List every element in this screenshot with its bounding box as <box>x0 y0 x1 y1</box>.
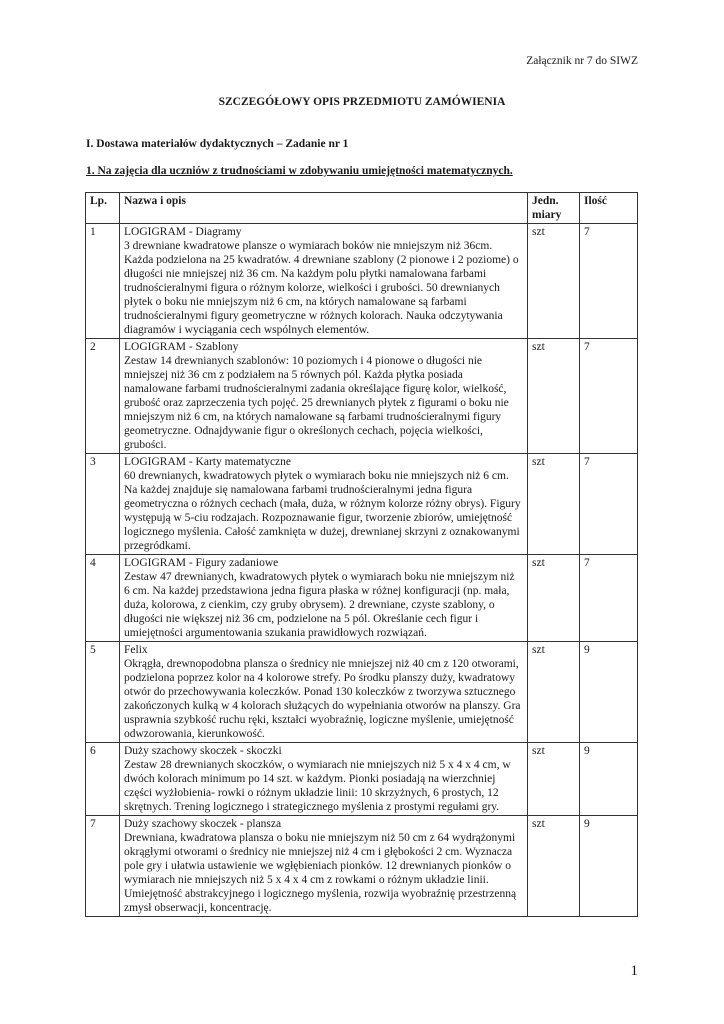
item-name: LOGIGRAM - Szablony <box>124 341 239 353</box>
header-unit: Jedn. miary <box>528 193 580 224</box>
cell-unit: szt <box>528 454 580 555</box>
items-table <box>85 192 638 917</box>
item-name: LOGIGRAM - Figury zadaniowe <box>124 557 279 569</box>
item-description: Zestaw 28 drewnianych skoczków, o wymiarach nie mniejszych niż 5 x 4 x 4 cm, w dwóch kolorach minimum po 14 szt. w każdym. Pionki posiadają na wierzchniej części wyżłobienia- rowki o różnym układzie linii: 10 skrzyżnych, 6 prostych, 12 skrętnych. Trening logicznego i strategicznego myślenia z prostymi regułami gry. <box>124 759 511 813</box>
cell-qty: 7 <box>580 555 638 642</box>
cell-name-desc <box>120 454 528 555</box>
table-row <box>86 642 638 743</box>
table-row <box>86 743 638 816</box>
cell-lp: 3 <box>86 454 120 555</box>
header-lp: Lp. <box>86 193 120 224</box>
page-number: 1 <box>630 963 638 979</box>
item-description: 60 drewnianych, kwadratowych płytek o wymiarach boku nie mniejszych niż 6 cm. Na każdej znajduje się namalowana farbami trudnościeralnymi jedna figura geometryczna o różnych cechach (mała, duża, w różnym kolorze różny obrys). Figury występują w 5-ciu rodzajach. Rozpoznawanie figur, tworzenie zbiorów, umiejętność logicznego myślenia. Całość zamknięta w dużej, drewnianej skrzyni z oznakowanymi przegródkami. <box>124 470 521 552</box>
cell-name-desc <box>120 743 528 816</box>
cell-qty: 9 <box>580 743 638 816</box>
cell-qty: 7 <box>580 339 638 454</box>
page-title: SZCZEGÓŁOWY OPIS PRZEDMIOTU ZAMÓWIENIA <box>218 96 506 108</box>
item-description: 3 drewniane kwadratowe plansze o wymiarach boków nie mniejszym niż 36cm. Każda podzielona na 25 kwadratów. 4 drewniane szablony (2 pionowe i 2 poziome) o długości nie mniejszej niż 36 cm. Na każdym polu płytki namalowana farbami trudnościeralnymi figura o różnym kolorze, wielkości i grubości. 50 drewnianych płytek o boku nie mniejszym niż 6 cm, na których namalowane są farbami trudnościeralnymi figury geometryczne w różnych kolorach. Nauka odczytywania diagramów i wyciągania cech wspólnych elementów. <box>124 240 519 336</box>
section-heading: I. Dostawa materiałów dydaktycznych – Zadanie nr 1 <box>86 138 349 150</box>
cell-lp: 5 <box>86 642 120 743</box>
cell-name-desc <box>120 816 528 917</box>
cell-unit: szt <box>528 743 580 816</box>
header-name: Nazwa i opis <box>120 193 528 224</box>
item-name: Duży szachowy skoczek - skoczki <box>124 745 282 757</box>
cell-name-desc <box>120 339 528 454</box>
header-qty: Ilość <box>580 193 638 224</box>
item-name: Felix <box>124 644 148 656</box>
cell-qty: 9 <box>580 642 638 743</box>
cell-lp: 7 <box>86 816 120 917</box>
item-description: Okrągła, drewnopodobna plansza o średnicy nie mniejszej niż 40 cm z 120 otworami, podzielona poprzez kolor na 4 kolorowe strefy. Po środku planszy duży, kwadratowy otwór do przechowywania koleczków. Ponad 130 koleczków z tworzywa sztucznego zakończonych kulką w 4 kolorach służących do wypełniania otworów na planszy. Gra usprawnia szybkość ruchu ręki, kształci wyobraźnię, logiczne myślenie, umiejętność odwzorowania, kierunkowość. <box>124 658 521 740</box>
cell-lp: 2 <box>86 339 120 454</box>
table-row <box>86 555 638 642</box>
table-row <box>86 816 638 917</box>
subsection-heading: 1. Na zajęcia dla uczniów z trudnościami w zdobywaniu umiejętności matematycznych. <box>86 165 513 177</box>
cell-lp: 6 <box>86 743 120 816</box>
cell-unit: szt <box>528 642 580 743</box>
item-name: LOGIGRAM - Diagramy <box>124 226 242 238</box>
table-row <box>86 224 638 339</box>
cell-name-desc <box>120 224 528 339</box>
cell-unit: szt <box>528 816 580 917</box>
cell-name-desc <box>120 642 528 743</box>
cell-qty: 9 <box>580 816 638 917</box>
cell-unit: szt <box>528 555 580 642</box>
item-name: LOGIGRAM - Karty matematyczne <box>124 456 292 468</box>
item-description: Zestaw 14 drewnianych szablonów: 10 poziomych i 4 pionowe o długości nie mniejszej niż 36 cm z podziałem na 5 równych pól. Każda płytka posiada namalowane farbami trudnościeralnymi zadania określające figurę kolor, wielkość, grubość oraz zaprzeczenia tych pojęć. 25 drewnianych płytek z figurami o boku nie mniejszym niż 6 cm, na których namalowane są farbami trudnościeralnymi figury geometryczne. Odnajdywanie figur o określonych cechach, pojęcia wielkości, grubości. <box>124 355 509 451</box>
annex-label: Załącznik nr 7 do SIWZ <box>526 55 638 67</box>
cell-qty: 7 <box>580 224 638 339</box>
cell-lp: 4 <box>86 555 120 642</box>
table-row <box>86 454 638 555</box>
cell-unit: szt <box>528 339 580 454</box>
item-description: Drewniana, kwadratowa plansza o boku nie mniejszym niż 50 cm z 64 wydrążonymi okrągłymi otworami o średnicy nie mniejszej niż 4 cm i głębokości 2 cm. Wyznacza pole gry i ułatwia ustawienie we wgłębieniach pionków. 12 drewnianych pionków o wymiarach nie mniejszych niż 5 x 4 x 4 cm z rowkami o różnym układzie linii. Umiejętność abstrakcyjnego i logicznego myślenia, rozwija wyobraźnię przestrzenną zmysł obserwacji, koncentrację. <box>124 832 517 914</box>
table-header-row <box>86 193 638 224</box>
item-description: Zestaw 47 drewnianych, kwadratowych płytek o wymiarach boku nie mniejszym niż 6 cm. Na każdej przedstawiona jedna figura płaska w różnej konfiguracji (np. mała, duża, kolorowa, z cienkim, czy gruby obrysem). 2 drewniane, czyste szablony, o długości nie większej niż 36 cm, podzielone na 5 pól. Określanie cech figur i umiejętności argumentowania szukania prawidłowych rozwiązań. <box>124 571 515 639</box>
cell-unit: szt <box>528 224 580 339</box>
cell-lp: 1 <box>86 224 120 339</box>
item-name: Duży szachowy skoczek - plansza <box>124 818 282 830</box>
cell-name-desc <box>120 555 528 642</box>
cell-qty: 7 <box>580 454 638 555</box>
table-row <box>86 339 638 454</box>
